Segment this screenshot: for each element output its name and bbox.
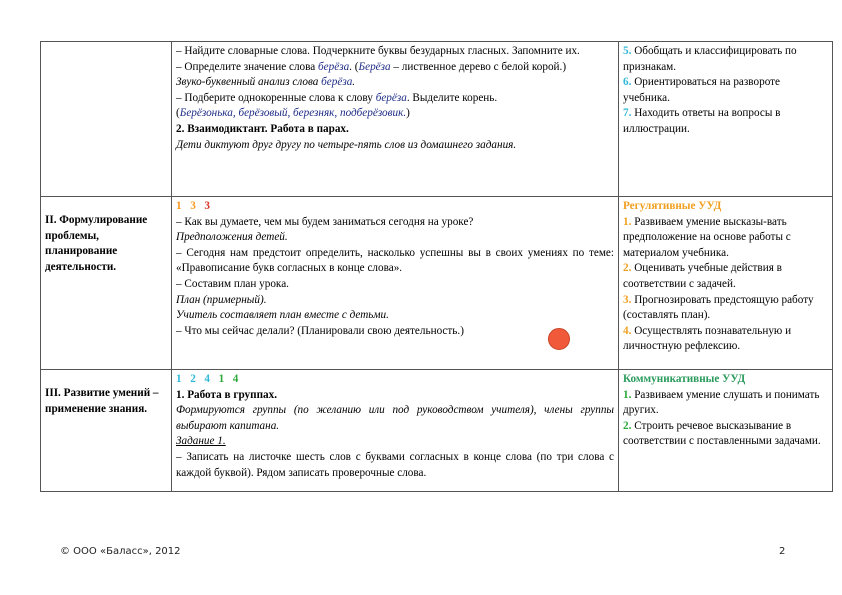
- uud-item-text: Обобщать и классифицировать по признакам.: [623, 45, 797, 73]
- uud-item: [623, 106, 828, 137]
- marker-number: 3: [204, 200, 211, 212]
- content-line: – Записать на листочке шесть слов с буквами согласных в конце слова (по три слова с каждой буквой). Рядом записать проверочные слова.: [176, 450, 614, 479]
- text-span: – лиственное дерево с белой корой.): [390, 60, 567, 73]
- table-row: [41, 42, 833, 197]
- table-row: [41, 370, 833, 492]
- content-line: Формируются группы (по желанию или под руководством учителя), члены группы выбирают капитана.: [176, 404, 614, 432]
- stage-cell: [41, 197, 172, 370]
- content-line: Дети диктуют друг другу по четыре-пять слов из домашнего задания.: [176, 138, 517, 151]
- highlighted-word: берёза: [321, 76, 353, 89]
- table-row: [41, 197, 833, 370]
- text-span: . (: [349, 60, 359, 73]
- content-line: – Найдите словарные слова. Подчеркните буквы безударных гласных. Запомните их.: [176, 45, 580, 57]
- content-line: [176, 75, 614, 91]
- uud-item: [623, 44, 828, 75]
- uud-item: [623, 293, 828, 324]
- uud-item: [623, 215, 828, 262]
- marker-number: 1: [218, 373, 226, 385]
- content-line: [176, 293, 614, 309]
- marker-circle: [548, 328, 570, 350]
- stage-cell: [41, 370, 172, 492]
- highlighted-word: Берёза: [358, 60, 391, 73]
- text-span: ): [406, 107, 410, 120]
- uud-item: [623, 419, 828, 450]
- uud-item-text: Прогнозировать предстоящую работу (составлять план).: [623, 293, 814, 322]
- uud-item: [623, 75, 828, 106]
- marker-number: 4: [232, 373, 240, 385]
- uud-item-number: 5.: [623, 45, 632, 57]
- marker-number: 1: [176, 373, 183, 385]
- uud-item: [623, 388, 828, 419]
- uud-item-number: 6.: [623, 76, 632, 89]
- uud-cell: [619, 370, 833, 492]
- highlighted-word: берёза: [318, 60, 350, 73]
- text-span: Звуко-буквенный анализ слова: [176, 76, 322, 89]
- uud-item-text: Развиваем умение слушать и понимать других.: [623, 388, 820, 417]
- uud-cell: [619, 197, 833, 370]
- highlighted-word: берёза: [375, 91, 407, 104]
- uud-item-text: Осуществлять познавательную и личностную рефлексию.: [623, 324, 792, 353]
- stage-label: III. Развитие умений – применение знания.: [45, 387, 159, 415]
- uud-item-number: 2.: [623, 419, 632, 432]
- text-span: .: [352, 76, 356, 89]
- highlighted-word: Берёзонька, берёзовый, березняк, подберёзовик.: [179, 107, 407, 120]
- uud-item-number: 1.: [623, 215, 632, 228]
- content-line: – Как вы думаете, чем мы будем заниматься сегодня на уроке?: [176, 215, 474, 228]
- marker-number: 4: [204, 373, 211, 385]
- uud-cell: [619, 42, 833, 197]
- task-label: Задание 1.: [176, 435, 226, 448]
- footer-copyright: © ООО «Баласс», 2012: [60, 546, 181, 557]
- uud-item-number: 1.: [623, 388, 632, 401]
- uud-item: [623, 324, 828, 355]
- text-span: План (: [176, 293, 207, 306]
- uud-heading: Коммуникативные УУД: [623, 373, 746, 385]
- content-line: – Сегодня нам предстоит определить, насколько успешны вы в своих умениях по теме: «Правописание букв согласных в конце слова».: [176, 246, 614, 275]
- text-span: . Выделите корень.: [406, 91, 498, 104]
- content-heading: 2. Взаимодиктант. Работа в парах.: [176, 122, 349, 135]
- uud-item-number: 7.: [623, 107, 632, 120]
- content-line: [176, 106, 614, 122]
- content-cell: [172, 370, 619, 492]
- marker-number: 1: [176, 200, 183, 212]
- text-span: ).: [259, 293, 267, 306]
- uud-heading: Регулятивные УУД: [623, 200, 722, 212]
- content-line: – Что мы сейчас делали? (Планировали свою деятельность.): [176, 324, 464, 337]
- content-line: [176, 91, 614, 107]
- uud-item-number: 2.: [623, 262, 632, 275]
- content-heading: 1. Работа в группах.: [176, 388, 277, 401]
- ability-markers: [176, 199, 614, 215]
- text-span: (: [176, 107, 180, 120]
- uud-item-number: 4.: [623, 324, 632, 337]
- stage-label: [45, 44, 167, 48]
- marker-number: 2: [190, 373, 197, 385]
- uud-item-text: Развиваем умение высказы-вать предположение на основе работы с материалом учебника.: [623, 215, 791, 259]
- uud-item-text: Находить ответы на вопросы в иллюстрации.: [623, 107, 781, 135]
- stage-label: II. Формулирование проблемы, планирование деятельности.: [45, 214, 148, 273]
- uud-item-text: Ориентироваться на развороте учебника.: [623, 76, 780, 104]
- lesson-plan-table: [40, 41, 833, 492]
- uud-item-text: Строить речевое высказывание в соответствии с поставленными задачами.: [623, 419, 821, 448]
- stage-cell: [41, 42, 172, 197]
- ability-markers: [176, 372, 614, 388]
- uud-item-number: 3.: [623, 293, 632, 306]
- text-span: – Определите значение слова: [176, 60, 319, 73]
- text-span: – Подберите однокоренные слова к слову: [176, 91, 376, 104]
- content-cell: [172, 42, 619, 197]
- content-line: – Составим план урока.: [176, 277, 289, 290]
- content-line: Предположения детей.: [176, 231, 288, 244]
- content-line: [176, 60, 614, 76]
- uud-item-text: Оценивать учебные действия в соответствии с задачей.: [623, 262, 782, 290]
- uud-item: [623, 261, 828, 292]
- marker-number: 3: [190, 200, 197, 212]
- page-number: 2: [779, 546, 786, 557]
- text-span: примерный: [206, 293, 260, 306]
- content-line: Учитель составляет план вместе с детьми.: [176, 309, 389, 322]
